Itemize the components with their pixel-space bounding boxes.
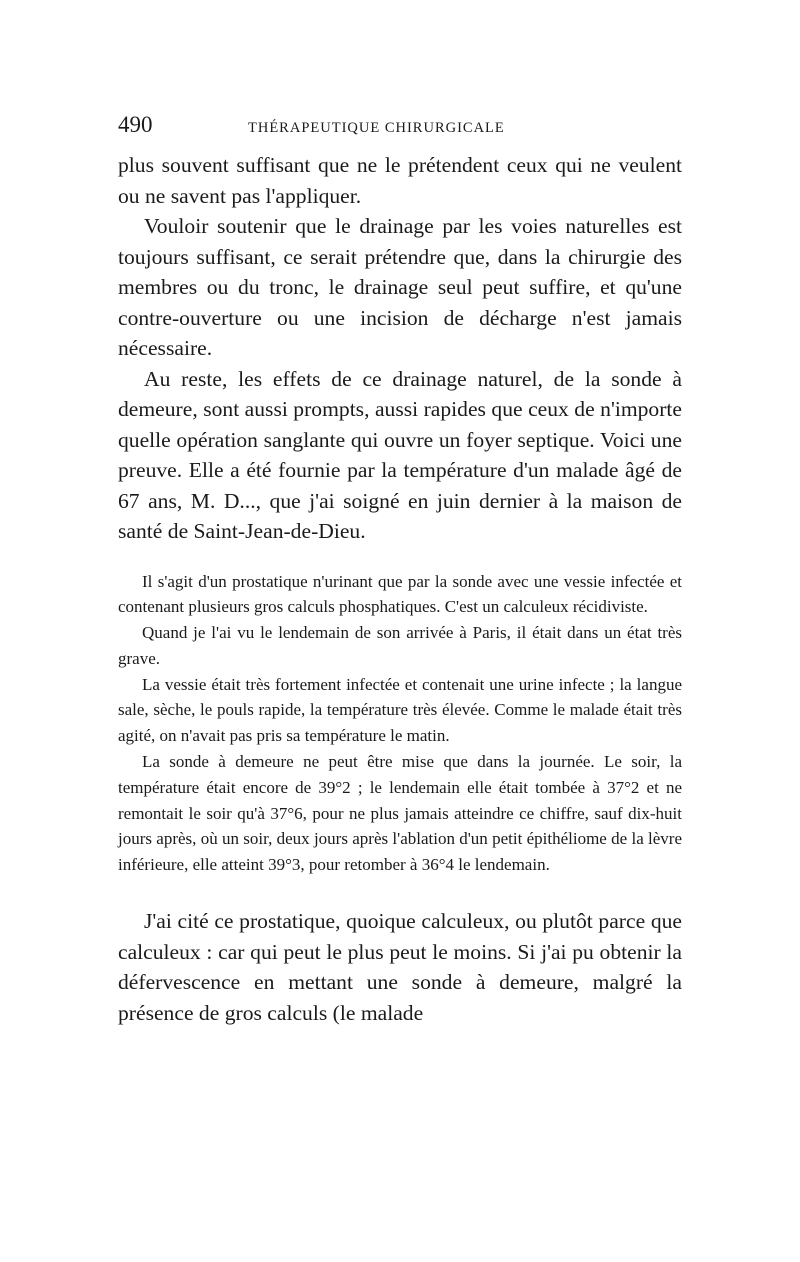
- page-header: [118, 112, 682, 148]
- paragraph: Vouloir soutenir que le drainage par les voies naturelles est toujours suffisant, ce serait prétendre que, dans la chirurgie des membres ou du tronc, le drainage seul peut suffire, et qu'une contre-ouverture ou une incision de décharge n'est jamais nécessaire.: [118, 214, 682, 360]
- book-page: [118, 112, 682, 1028]
- case-paragraph: Il s'agit d'un prostatique n'urinant que par la sonde avec une vessie infectée et contenant plusieurs gros calculs phosphatiques. C'est un calculeux récidiviste.: [118, 571, 682, 617]
- body-text: [118, 150, 682, 547]
- case-paragraph: Quand je l'ai vu le lendemain de son arrivée à Paris, il était dans un état très grave.: [118, 623, 682, 668]
- case-report: [118, 569, 682, 879]
- paragraph: plus souvent suffisant que ne le prétendent ceux qui ne veulent ou ne savent pas l'appliquer.: [118, 153, 682, 208]
- case-paragraph: La sonde à demeure ne peut être mise que dans la journée. Le soir, la température était encore de 39°2 ; le lendemain elle était tombée à 37°2 et ne remontait le soir qu'à 37°6, pour ne plus jamais atteindre ce chiffre, sauf dix-huit jours après, où un soir, deux jours après l'ablation d'un petit épithéliome de la lèvre inférieure, elle atteint 39°3, pour retomber à 36°4 le lendemain.: [118, 752, 682, 875]
- paragraph: J'ai cité ce prostatique, quoique calculeux, ou plutôt parce que calculeux : car qui peut le plus peut le moins. Si j'ai pu obtenir la défervescence en mettant une sonde à demeure, malgré la présence de gros calculs (le malade: [118, 909, 682, 1025]
- running-title: THÉRAPEUTIQUE CHIRURGICALE: [248, 120, 505, 136]
- paragraph: Au reste, les effets de ce drainage naturel, de la sonde à demeure, sont aussi prompts, aussi rapides que ceux de n'importe quelle opération sanglante qui ouvre un foyer septique. Voici une preuve. Elle a été fournie par la température d'un malade âgé de 67 ans, M. D..., que j'ai soigné en juin dernier à la maison de santé de Saint-Jean-de-Dieu.: [118, 366, 682, 543]
- page-number: 490: [118, 112, 153, 137]
- case-paragraph: La vessie était très fortement infectée et contenait une urine infecte ; la langue sale, sèche, le pouls rapide, la température très élevée. Comme le malade était très agité, on n'avait pas pris sa température le matin.: [118, 674, 682, 746]
- closing-text: [118, 906, 682, 1028]
